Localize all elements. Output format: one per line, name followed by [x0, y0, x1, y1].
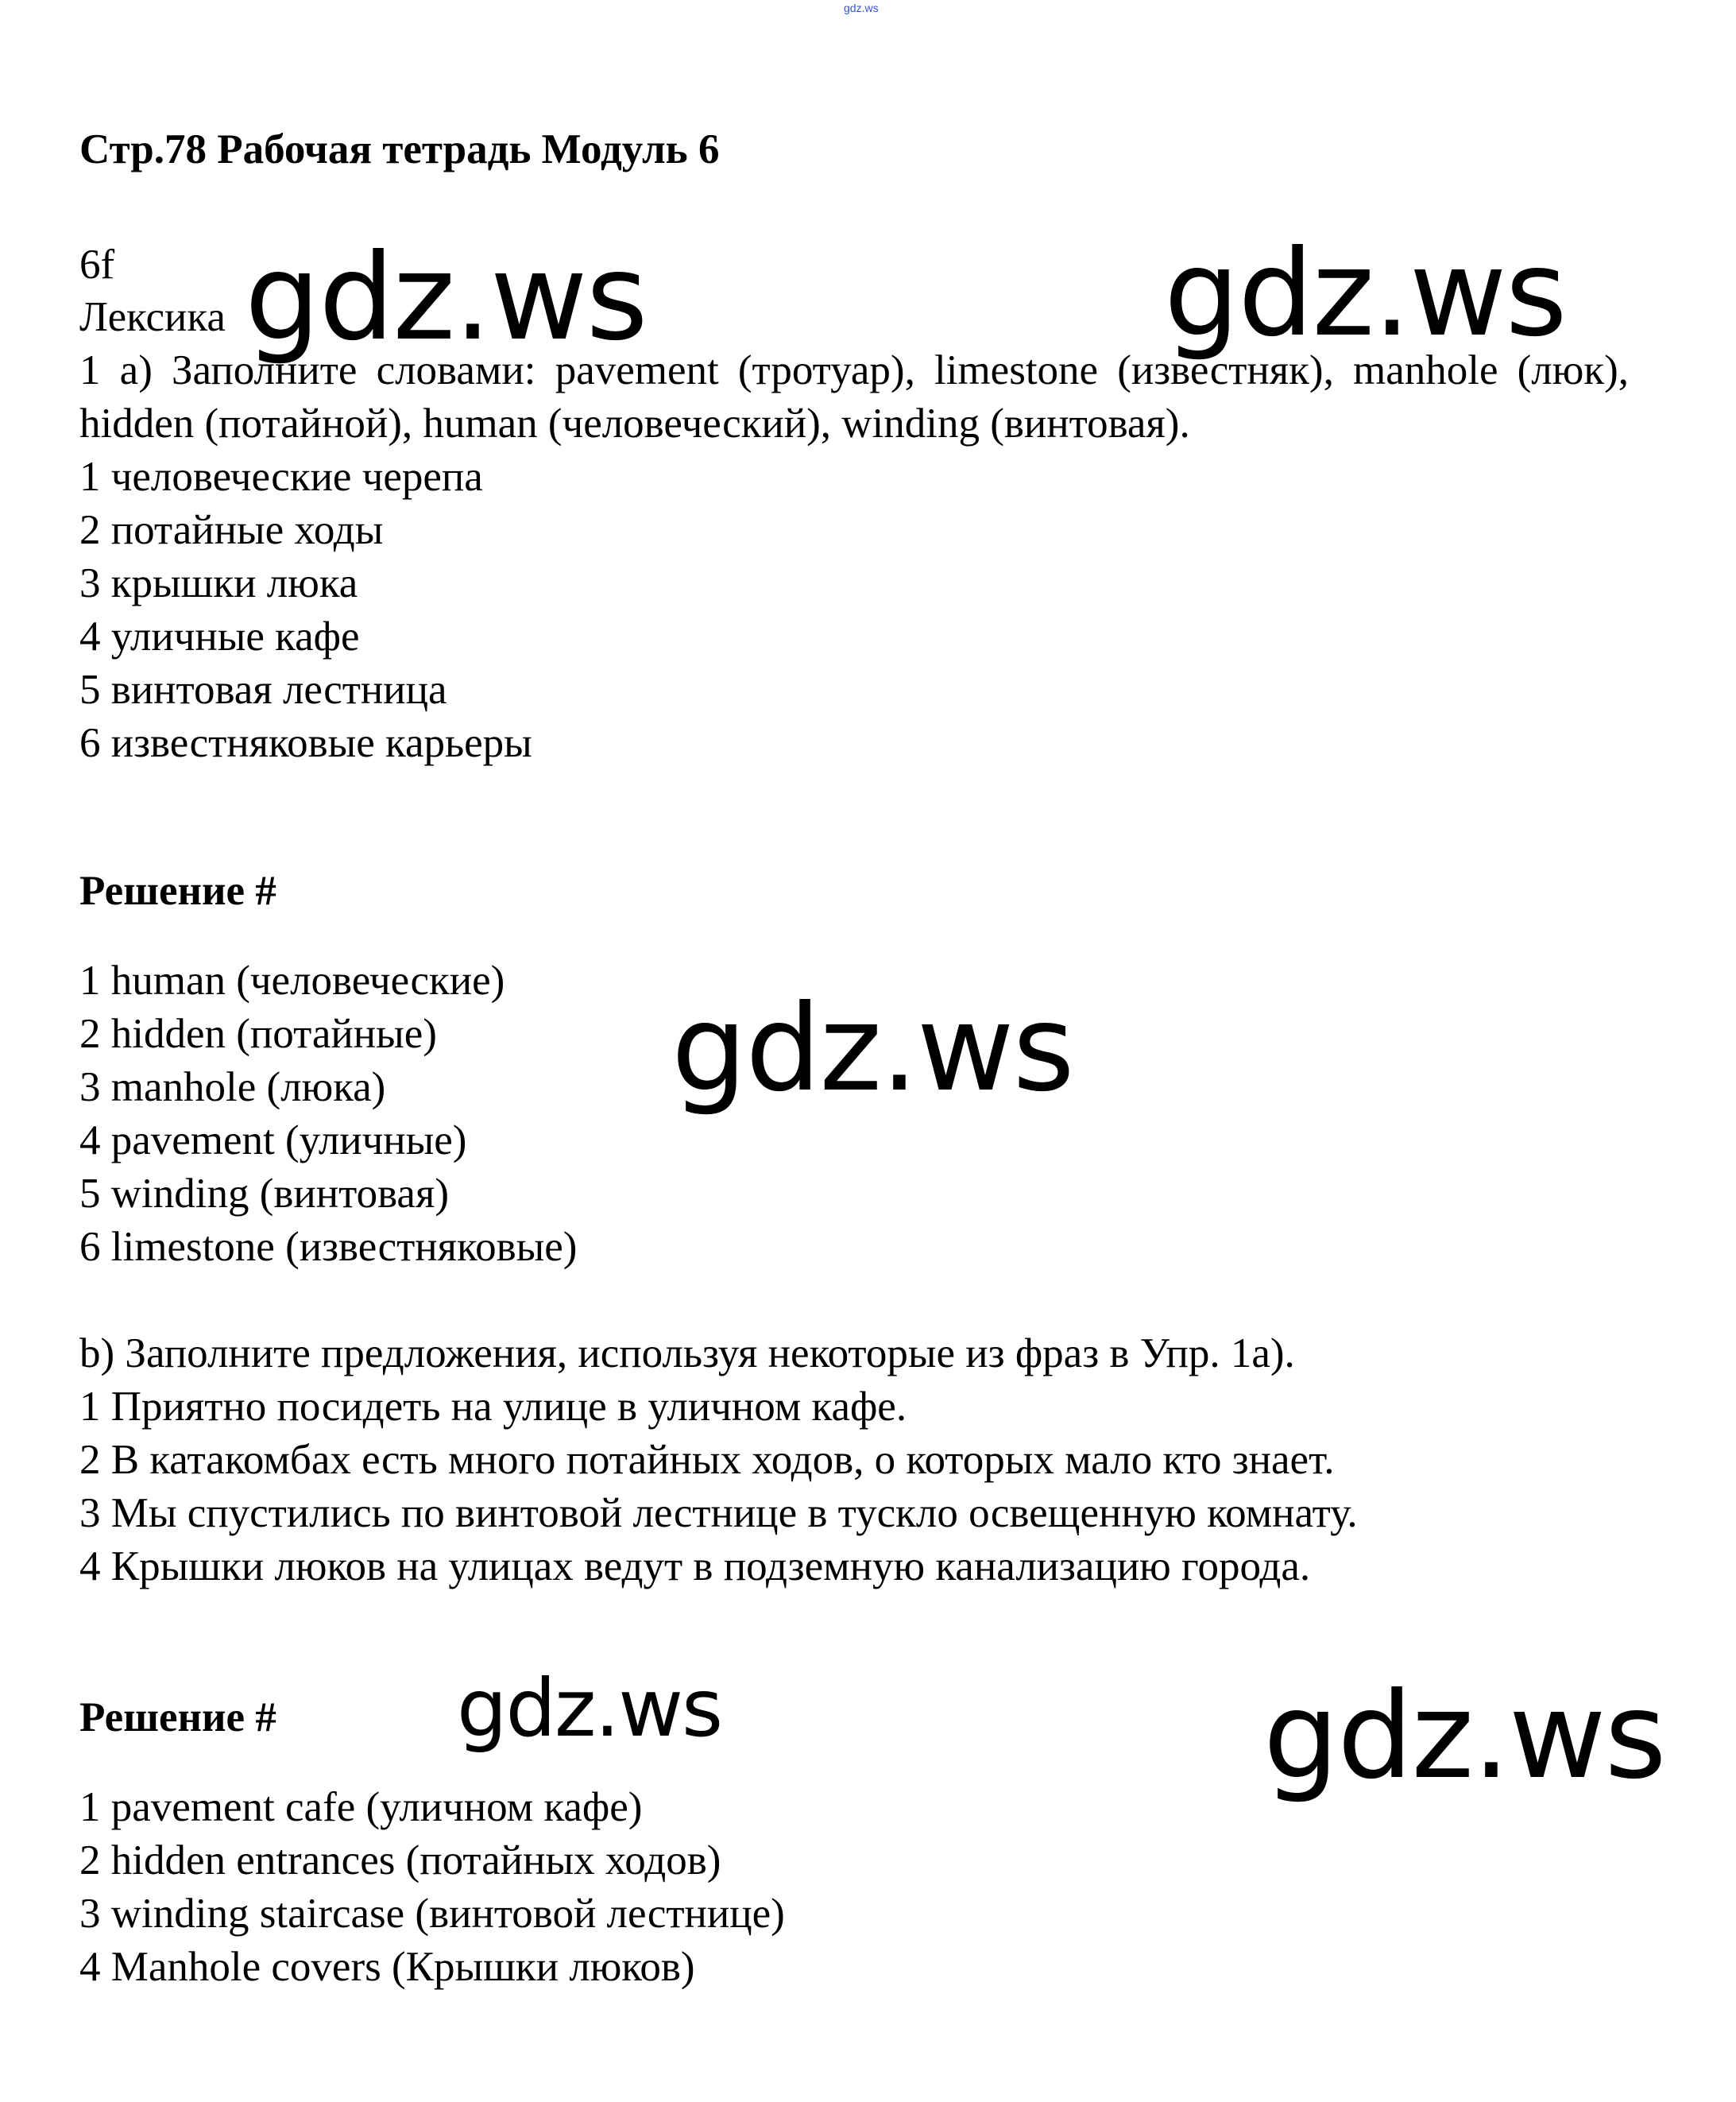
solution-item: 2 hidden entrances (потайных ходов)	[79, 1837, 721, 1883]
watermark: gdz.ws	[1164, 225, 1566, 363]
task-1b-item: 2 В катакомбах есть много потайных ходов, о которых мало кто знает.	[79, 1437, 1335, 1483]
section-name: Лексика	[79, 294, 226, 340]
task-1a-item: 3 крышки люка	[79, 560, 358, 606]
task-1b-instruction: b) Заполните предложения, используя некоторые из фраз в Упр. 1a).	[79, 1330, 1295, 1376]
solution-item: 4 Manhole covers (Крышки люков)	[79, 1944, 695, 1990]
task-1a-item: 2 потайные ходы	[79, 507, 384, 553]
task-1a-item: 4 уличные кафе	[79, 614, 360, 660]
top-watermark: gdz.ws	[844, 2, 879, 14]
section-code: 6f	[79, 242, 115, 288]
solution-item: 5 winding (винтовая)	[79, 1171, 449, 1217]
task-1b-item: 1 Приятно посидеть на улице в уличном кафе.	[79, 1384, 907, 1430]
page-title: Стр.78 Рабочая тетрадь Модуль 6	[79, 126, 720, 172]
solution-item: 2 hidden (потайные)	[79, 1011, 437, 1057]
solution-item: 1 human (человеческие)	[79, 958, 505, 1004]
watermark: gdz.ws	[245, 229, 647, 367]
watermark: gdz.ws	[457, 1662, 722, 1755]
task-1a-instruction: 1 a) Заполните словами: pavement (тротуар), limestone (известняк), manhole (люк), hidden (потайной), human (человеческий), winding (винтовая).	[79, 347, 1629, 447]
watermark: gdz.ws	[671, 980, 1073, 1118]
solution-heading: Решение #	[79, 1694, 276, 1740]
task-1a-item: 6 известняковые карьеры	[79, 720, 532, 766]
task-1b-item: 4 Крышки люков на улицах ведут в подземную канализацию города.	[79, 1543, 1311, 1589]
solution-heading: Решение #	[79, 868, 276, 914]
task-1a-item: 5 винтовая лестница	[79, 667, 447, 713]
solution-item: 3 manhole (люка)	[79, 1064, 386, 1110]
solution-item: 3 winding staircase (винтовой лестнице)	[79, 1891, 785, 1937]
watermark: gdz.ws	[1263, 1667, 1665, 1806]
solution-item: 4 pavement (уличные)	[79, 1117, 467, 1163]
solution-item: 6 limestone (известняковые)	[79, 1224, 578, 1270]
task-1b-item: 3 Мы спустились по винтовой лестнице в тускло освещенную комнату.	[79, 1490, 1358, 1536]
task-1a-item: 1 человеческие черепа	[79, 454, 483, 500]
solution-item: 1 pavement cafe (уличном кафе)	[79, 1784, 643, 1830]
